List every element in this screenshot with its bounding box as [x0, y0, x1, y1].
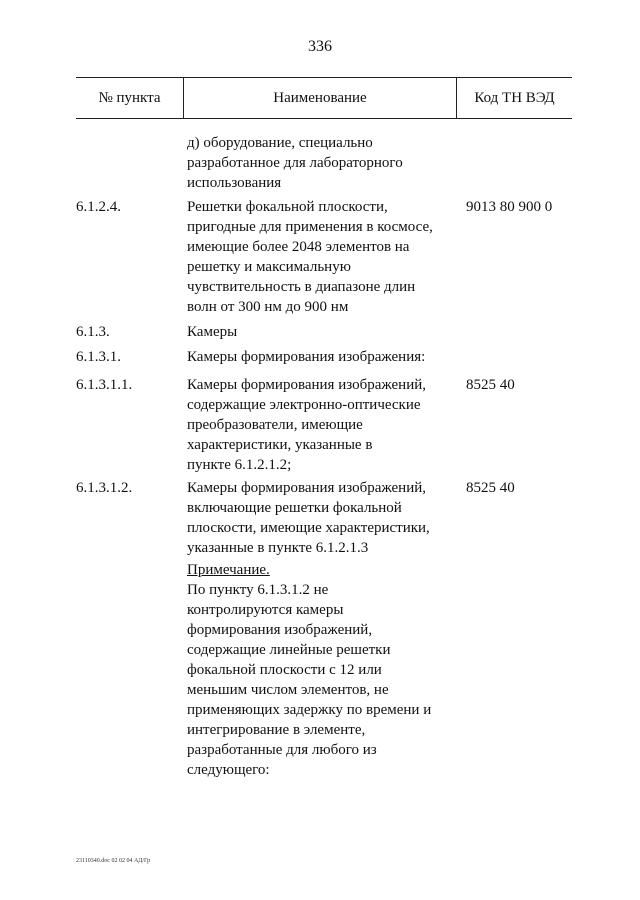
name-line: преобразователи, имеющие	[187, 417, 363, 433]
note-line: следующего:	[187, 762, 270, 778]
note-line: интегрирование в элементе,	[187, 722, 366, 738]
page-number: 336	[308, 38, 332, 55]
header-code: Код ТН ВЭД	[474, 90, 555, 106]
name-line: чувствительность в диапазоне длин	[187, 279, 416, 295]
row-2-name	[187, 322, 459, 342]
name-line: имеющие более 2048 элементов на	[187, 239, 410, 255]
row-4-name	[187, 375, 459, 475]
note-line: содержащие линейные решетки	[187, 642, 391, 658]
name-line: включающие решетки фокальной	[187, 500, 402, 516]
row-1-name	[187, 197, 459, 317]
note-line: применяющих задержку по времени и	[187, 702, 432, 718]
name-line: Камеры формирования изображений,	[187, 377, 427, 393]
note-block	[187, 560, 459, 780]
name-line: Решетки фокальной плоскости,	[187, 199, 388, 215]
row-0-name	[187, 133, 459, 193]
name-line: пригодные для применения в космосе,	[187, 219, 433, 235]
note-line: контролируются камеры	[187, 602, 344, 618]
row-1-code: 9013 80 900 0	[466, 199, 553, 215]
name-line: пункте 6.1.2.1.2;	[187, 457, 292, 473]
name-line: разработанное для лабораторного	[187, 155, 403, 171]
name-line: указанные в пункте 6.1.2.1.3	[187, 540, 369, 556]
name-line: Камеры формирования изображения:	[187, 349, 426, 365]
row-4-number: 6.1.3.1.1.	[76, 377, 133, 393]
name-line: Камеры формирования изображений,	[187, 480, 427, 496]
name-line: Камеры	[187, 324, 238, 340]
row-5-number: 6.1.3.1.2.	[76, 480, 133, 496]
name-line: волн от 300 нм до 900 нм	[187, 299, 349, 315]
header-item-number: № пункта	[76, 78, 184, 118]
row-1-number: 6.1.2.4.	[76, 199, 121, 215]
row-5-code: 8525 40	[466, 480, 515, 496]
name-line: плоскости, имеющие характеристики,	[187, 520, 430, 536]
table-header	[76, 77, 572, 119]
row-3-number: 6.1.3.1.	[76, 349, 121, 365]
row-3-name	[187, 347, 459, 367]
name-line: содержащие электронно-оптические	[187, 397, 421, 413]
row-5-name	[187, 478, 459, 558]
row-2-number: 6.1.3.	[76, 324, 110, 340]
note-line: меньшим числом элементов, не	[187, 682, 389, 698]
name-line: д) оборудование, специально	[187, 135, 373, 151]
note-line: По пункту 6.1.3.1.2 не	[187, 582, 329, 598]
note-line: фокальной плоскости с 12 или	[187, 662, 382, 678]
name-line: решетку и максимальную	[187, 259, 351, 275]
footer-doc-id: 23110340.doc 02 02 04 АД/Гр	[76, 858, 151, 864]
name-line: использования	[187, 175, 282, 191]
header-name: Наименование	[184, 78, 457, 118]
note-title: Примечание.	[187, 562, 270, 578]
row-4-code: 8525 40	[466, 377, 515, 393]
note-line: разработанные для любого из	[187, 742, 377, 758]
note-line: формирования изображений,	[187, 622, 373, 638]
name-line: характеристики, указанные в	[187, 437, 373, 453]
